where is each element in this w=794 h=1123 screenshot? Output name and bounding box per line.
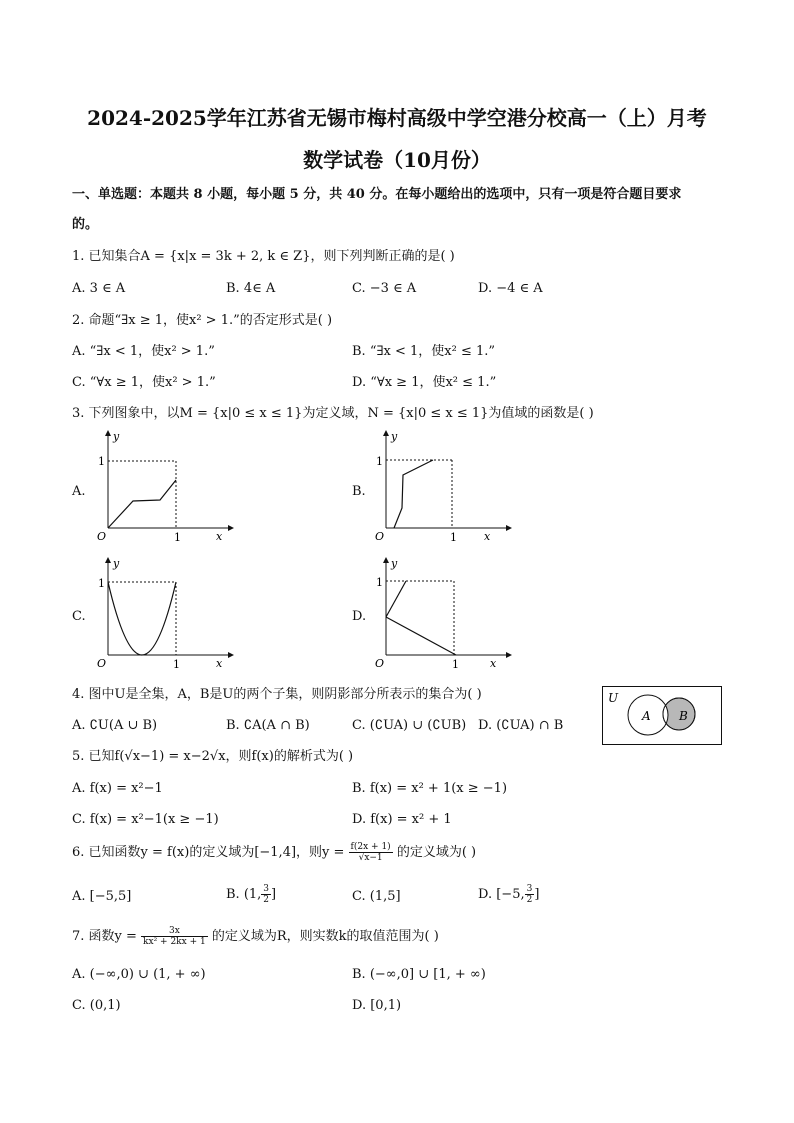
- section-header-cont: 的。: [72, 217, 99, 232]
- q1-option-d: D. −4 ∈ A: [478, 281, 543, 296]
- q6-option-d-pre: D. [−5,: [478, 887, 525, 902]
- q1-option-c: C. −3 ∈ A: [352, 281, 417, 296]
- q7-option-d: D. [0,1): [352, 998, 402, 1013]
- graph-b-curve: [394, 460, 433, 528]
- q4-option-b: B. ∁A(A ∩ B): [226, 718, 310, 733]
- q6-option-b-num: 3: [263, 884, 270, 894]
- q6-option-b-pre: B. (1,: [226, 887, 262, 902]
- graph-a-y-label: y: [113, 430, 120, 443]
- graph-b-x-label: x: [484, 530, 491, 543]
- q6-stem: [72, 842, 476, 863]
- q5-option-c: C. f(x) = x²−1(x ≥ −1): [72, 812, 219, 827]
- venn-label-u: U: [608, 691, 619, 705]
- graph-d-x-label: x: [490, 657, 497, 670]
- q3-graph-a: [88, 428, 238, 546]
- q7-fraction: [141, 926, 208, 947]
- graph-d-lower-branch: [386, 617, 456, 655]
- q3-stem: 3. 下列图象中，以M = {x|0 ≤ x ≤ 1}为定义域，N = {x|0 ≤ x ≤ 1}为值域的函数是( ): [72, 406, 594, 421]
- q5-option-d: D. f(x) = x² + 1: [352, 812, 452, 827]
- graph-c-y-one: 1: [98, 577, 105, 590]
- q3-graph-d: [366, 555, 516, 673]
- q6-stem-pre: 6. 已知函数y = f(x)的定义域为[−1,4]，则y =: [72, 845, 345, 860]
- q4-option-c: C. (∁UA) ∪ (∁UB): [352, 718, 467, 733]
- q2-option-c: C. “∀x ≥ 1，使x² > 1.”: [72, 375, 216, 390]
- graph-a-origin: O: [97, 530, 107, 543]
- q2-option-a: A. “∃x < 1，使x² > 1.”: [72, 344, 215, 359]
- graph-d-upper-branch: [386, 581, 406, 617]
- q1-option-b: B. 4∈ A: [226, 281, 276, 296]
- q7-stem-post: 的定义域为R，则实数k的取值范围为( ): [211, 929, 439, 944]
- q7-frac-den: kx² + 2kx + 1: [143, 937, 206, 947]
- page-title: 2024-2025学年江苏省无锡市梅村高级中学空港分校高一（上）月考: [87, 106, 707, 130]
- q5-option-b: B. f(x) = x² + 1(x ≥ −1): [352, 781, 508, 796]
- q6-option-c: C. (1,5]: [352, 889, 401, 904]
- graph-c-origin: O: [97, 657, 107, 670]
- graph-a-x-label: x: [216, 530, 223, 543]
- graph-c-x-one: 1: [173, 658, 180, 671]
- q3-graph-c: [88, 555, 238, 673]
- q2-stem: 2. 命题“∃x ≥ 1，使x² > 1.”的否定形式是( ): [72, 313, 333, 328]
- q6-frac-den: √x−1: [358, 853, 383, 863]
- q6-option-a: A. [−5,5]: [72, 889, 132, 904]
- venn-label-a: A: [642, 709, 651, 723]
- q6-option-b-post: ]: [271, 887, 277, 902]
- graph-b-x-one: 1: [450, 531, 457, 544]
- page-subtitle: 数学试卷（10月份）: [303, 148, 491, 172]
- q7-option-a: A. (−∞,0) ∪ (1, + ∞): [72, 967, 206, 982]
- q4-stem: 4. 图中U是全集，A，B是U的两个子集，则阴影部分所表示的集合为( ): [72, 687, 482, 702]
- graph-b-origin: O: [375, 530, 385, 543]
- q7-option-c: C. (0,1): [72, 998, 121, 1013]
- q3-option-a-label: A.: [72, 484, 86, 499]
- graph-d-y-label: y: [391, 557, 398, 570]
- q2-option-d: D. “∀x ≥ 1，使x² ≤ 1.”: [352, 375, 497, 390]
- graph-b-y-label: y: [391, 430, 398, 443]
- q2-option-b: B. “∃x < 1，使x² ≤ 1.”: [352, 344, 496, 359]
- q6-option-b: [226, 884, 276, 905]
- q5-option-a: A. f(x) = x²−1: [72, 781, 163, 796]
- graph-c-curve: [108, 582, 176, 655]
- q3-option-c-label: C.: [72, 609, 86, 624]
- q4-venn-diagram: [602, 686, 722, 746]
- q7-frac-num: 3x: [141, 926, 208, 937]
- q4-option-d: D. (∁UA) ∩ B: [478, 718, 564, 733]
- q6-frac-num: f(2x + 1): [350, 842, 391, 852]
- q6-option-d: [478, 884, 539, 905]
- q7-stem: [72, 926, 439, 947]
- graph-a-curve: [108, 480, 176, 528]
- q1-option-a: A. 3 ∈ A: [72, 281, 126, 296]
- q1-stem: 1. 已知集合A = {x|x = 3k + 2, k ∈ Z}，则下列判断正确的是( ): [72, 249, 455, 264]
- graph-c-x-label: x: [216, 657, 223, 670]
- graph-d-origin: O: [375, 657, 385, 670]
- q5-stem: 5. 已知f(√x−1) = x−2√x，则f(x)的解析式为( ): [72, 749, 354, 764]
- venn-label-b: B: [679, 709, 688, 723]
- section-header: 一、单选题：本题共 8 小题，每小题 5 分，共 40 分。在每小题给出的选项中，只有一项是符合题目要求: [72, 187, 682, 202]
- q3-option-d-label: D.: [352, 609, 367, 624]
- q6-fraction: [349, 842, 393, 863]
- q3-graph-b: [366, 428, 516, 546]
- graph-a-x-one: 1: [174, 531, 181, 544]
- q7-option-b: B. (−∞,0] ∪ [1, + ∞): [352, 967, 486, 982]
- graph-c-y-label: y: [113, 557, 120, 570]
- q6-option-b-den: 2: [263, 895, 270, 905]
- graph-a-y-one: 1: [98, 455, 105, 468]
- q7-stem-pre: 7. 函数y =: [72, 929, 137, 944]
- graph-b-y-one: 1: [376, 455, 383, 468]
- q3-option-b-label: B.: [352, 484, 366, 499]
- q4-option-a: A. ∁U(A ∪ B): [72, 718, 158, 733]
- q6-stem-post: 的定义域为( ): [396, 845, 477, 860]
- q6-option-d-post: ]: [534, 887, 540, 902]
- q6-option-d-den: 2: [526, 895, 533, 905]
- graph-d-x-one: 1: [452, 658, 459, 671]
- q6-option-d-num: 3: [526, 884, 533, 894]
- graph-d-y-one: 1: [376, 576, 383, 589]
